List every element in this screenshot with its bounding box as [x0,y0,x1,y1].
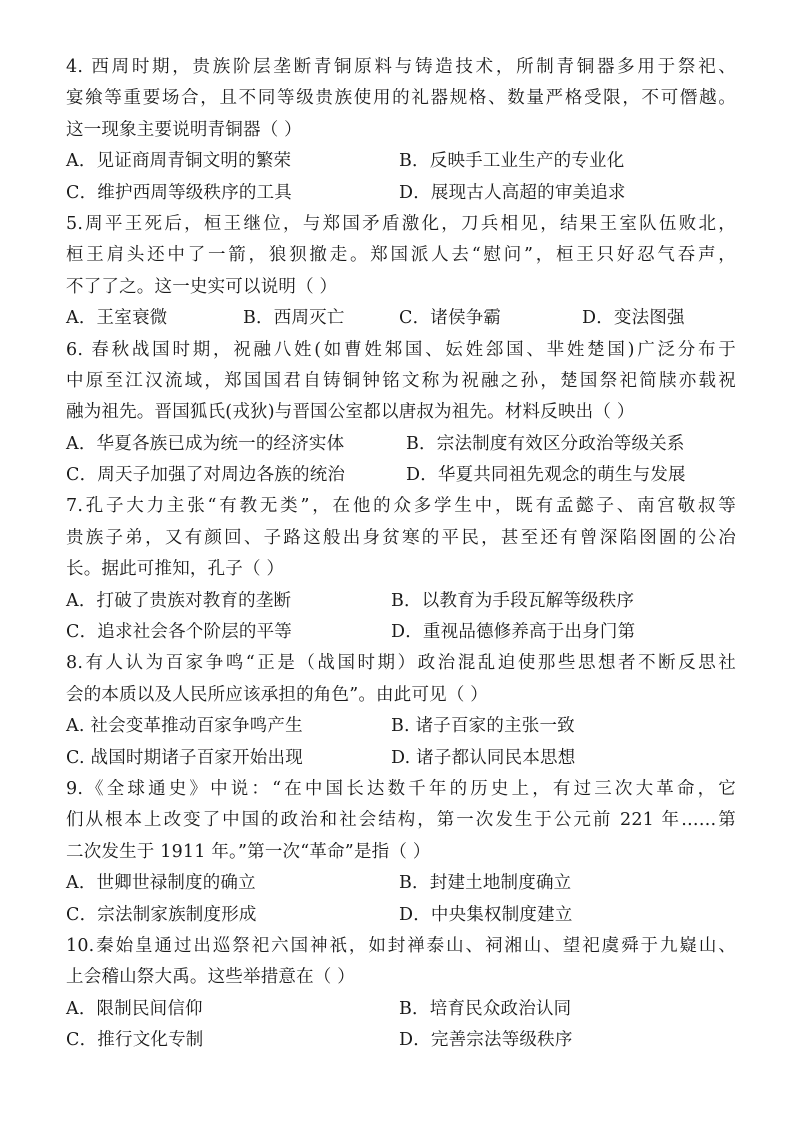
question-stem-line: 10.秦始皇通过出巡祭祀六国神祇，如封禅泰山、祠湘山、望祀虞舜于九嶷山、 [66,935,736,956]
option-d[interactable]: D．完善宗法等级秩序 [399,1030,573,1051]
question-stem-line: 桓王肩头还中了一箭，狼狈撤走。郑国派人去“慰问”，桓王只好忍气吞声， [66,245,736,266]
option-b[interactable]: B．宗法制度有效区分政治等级关系 [406,433,685,454]
option-c[interactable]: C．宗法制家族制度形成 [66,904,257,925]
question-stem-line: 6. 春秋战国时期，祝融八姓(如曹姓邾国、妘姓郐国、芈姓楚国)广泛分布于 [66,339,736,360]
exam-page [66,52,736,1057]
option-row [66,711,736,742]
question-stem-line: 贵族子弟，又有颜回、子路这般出身贫寒的平民，甚至还有曾深陷囹圄的公冶 [66,527,736,548]
option-c[interactable]: C．追求社会各个阶层的平等 [66,622,292,643]
option-row [66,146,736,177]
option-row [66,303,736,334]
option-row [66,429,736,460]
option-a[interactable]: A．限制民间信仰 [66,998,203,1019]
question-stem-line: 不了了之。这一史实可以说明（ ） [66,276,338,297]
question-stem-line: 4. 西周时期，贵族阶层垄断青铜原料与铸造技术，所制青铜器多用于祭祀、 [66,57,736,77]
option-row [66,617,736,648]
question-stem-line: 5.周平王死后，桓王继位，与郑国矛盾激化，刀兵相见，结果王室队伍败北， [66,213,736,234]
option-a[interactable]: A. 社会变革推动百家争鸣产生 [66,716,303,737]
option-a[interactable]: A．王室衰微 [66,308,168,329]
option-d[interactable]: D．展现古人高超的审美追求 [399,182,626,203]
option-b[interactable]: B．培育民众政治认同 [399,998,572,1019]
question-stem-line: 们从根本上改变了中国的政治和社会结构，第一次发生于公元前 221 年……第 [66,810,736,831]
option-b[interactable]: B．封建土地制度确立 [399,873,572,894]
question-7 [66,491,736,648]
option-b[interactable]: B．以教育为手段瓦解等级秩序 [391,590,635,611]
option-row [66,460,736,491]
option-d[interactable]: D．中央集权制度建立 [399,904,573,925]
question-stem-line: 二次发生于 1911 年。”第一次“革命”是指（ ） [66,841,431,862]
question-4 [66,52,736,209]
option-a[interactable]: A．见证商周青铜文明的繁荣 [66,151,292,172]
option-d[interactable]: D．华夏共同祖先观念的萌生与发展 [406,465,686,486]
option-row [66,743,736,774]
option-c[interactable]: C．诸侯争霸 [399,308,502,329]
question-10 [66,931,736,1057]
question-stem-line: 这一现象主要说明青铜器（ ） [66,119,302,140]
option-a[interactable]: A．华夏各族已成为统一的经济实体 [66,433,345,454]
option-row [66,1025,736,1056]
option-a[interactable]: A．世卿世禄制度的确立 [66,873,256,894]
question-5 [66,209,736,335]
option-b[interactable]: B．反映手工业生产的专业化 [399,151,625,172]
option-b[interactable]: B．西周灭亡 [243,308,345,329]
option-d[interactable]: D．变法图强 [582,308,685,329]
question-stem-line: 7.孔子大力主张“有教无类”，在他的众多学生中，既有孟懿子、南宫敬叔等 [66,496,736,517]
question-stem-line: 中原至江汉流域，郑国国君自铸铜钟铭文称为祝融之孙，楚国祭祀简牍亦载祝 [66,370,736,391]
option-row [66,994,736,1025]
option-a[interactable]: A．打破了贵族对教育的垄断 [66,590,292,611]
question-stem-line: 宴飨等重要场合，且不同等级贵族使用的礼器规格、数量严格受限，不可僭越。 [66,88,736,109]
option-row [66,868,736,899]
question-stem-line: 上会稽山祭大禹。这些举措意在（ ） [66,967,355,988]
option-d[interactable]: D. 诸子都认同民本思想 [391,747,576,768]
option-c[interactable]: C．周天子加强了对周边各族的统治 [66,465,346,486]
option-c[interactable]: C．维护西周等级秩序的工具 [66,182,292,203]
option-d[interactable]: D．重视品德修养高于出身门第 [391,622,636,643]
question-stem-line: 长。据此可推知，孔子（ ） [66,559,285,580]
question-9 [66,774,736,931]
question-stem-line: 会的本质以及人民所应该承担的角色”。由此可见（ ） [66,684,489,705]
option-c[interactable]: C. 战国时期诸子百家开始出现 [66,747,303,768]
question-stem-line: 9.《全球通史》中说：“在中国长达数千年的历史上，有过三次大革命，它 [66,778,736,799]
question-stem-line: 融为祖先。晋国狐氏(戎狄)与晋国公室都以唐叔为祖先。材料反映出（ ） [66,402,635,423]
option-row [66,586,736,617]
option-b[interactable]: B. 诸子百家的主张一致 [391,716,575,737]
option-row [66,178,736,209]
option-row [66,900,736,931]
question-6 [66,335,736,492]
option-c[interactable]: C．推行文化专制 [66,1030,204,1051]
question-stem-line: 8.有人认为百家争鸣“正是（战国时期）政治混乱迫使那些思想者不断反思社 [66,653,736,674]
question-8 [66,648,736,774]
